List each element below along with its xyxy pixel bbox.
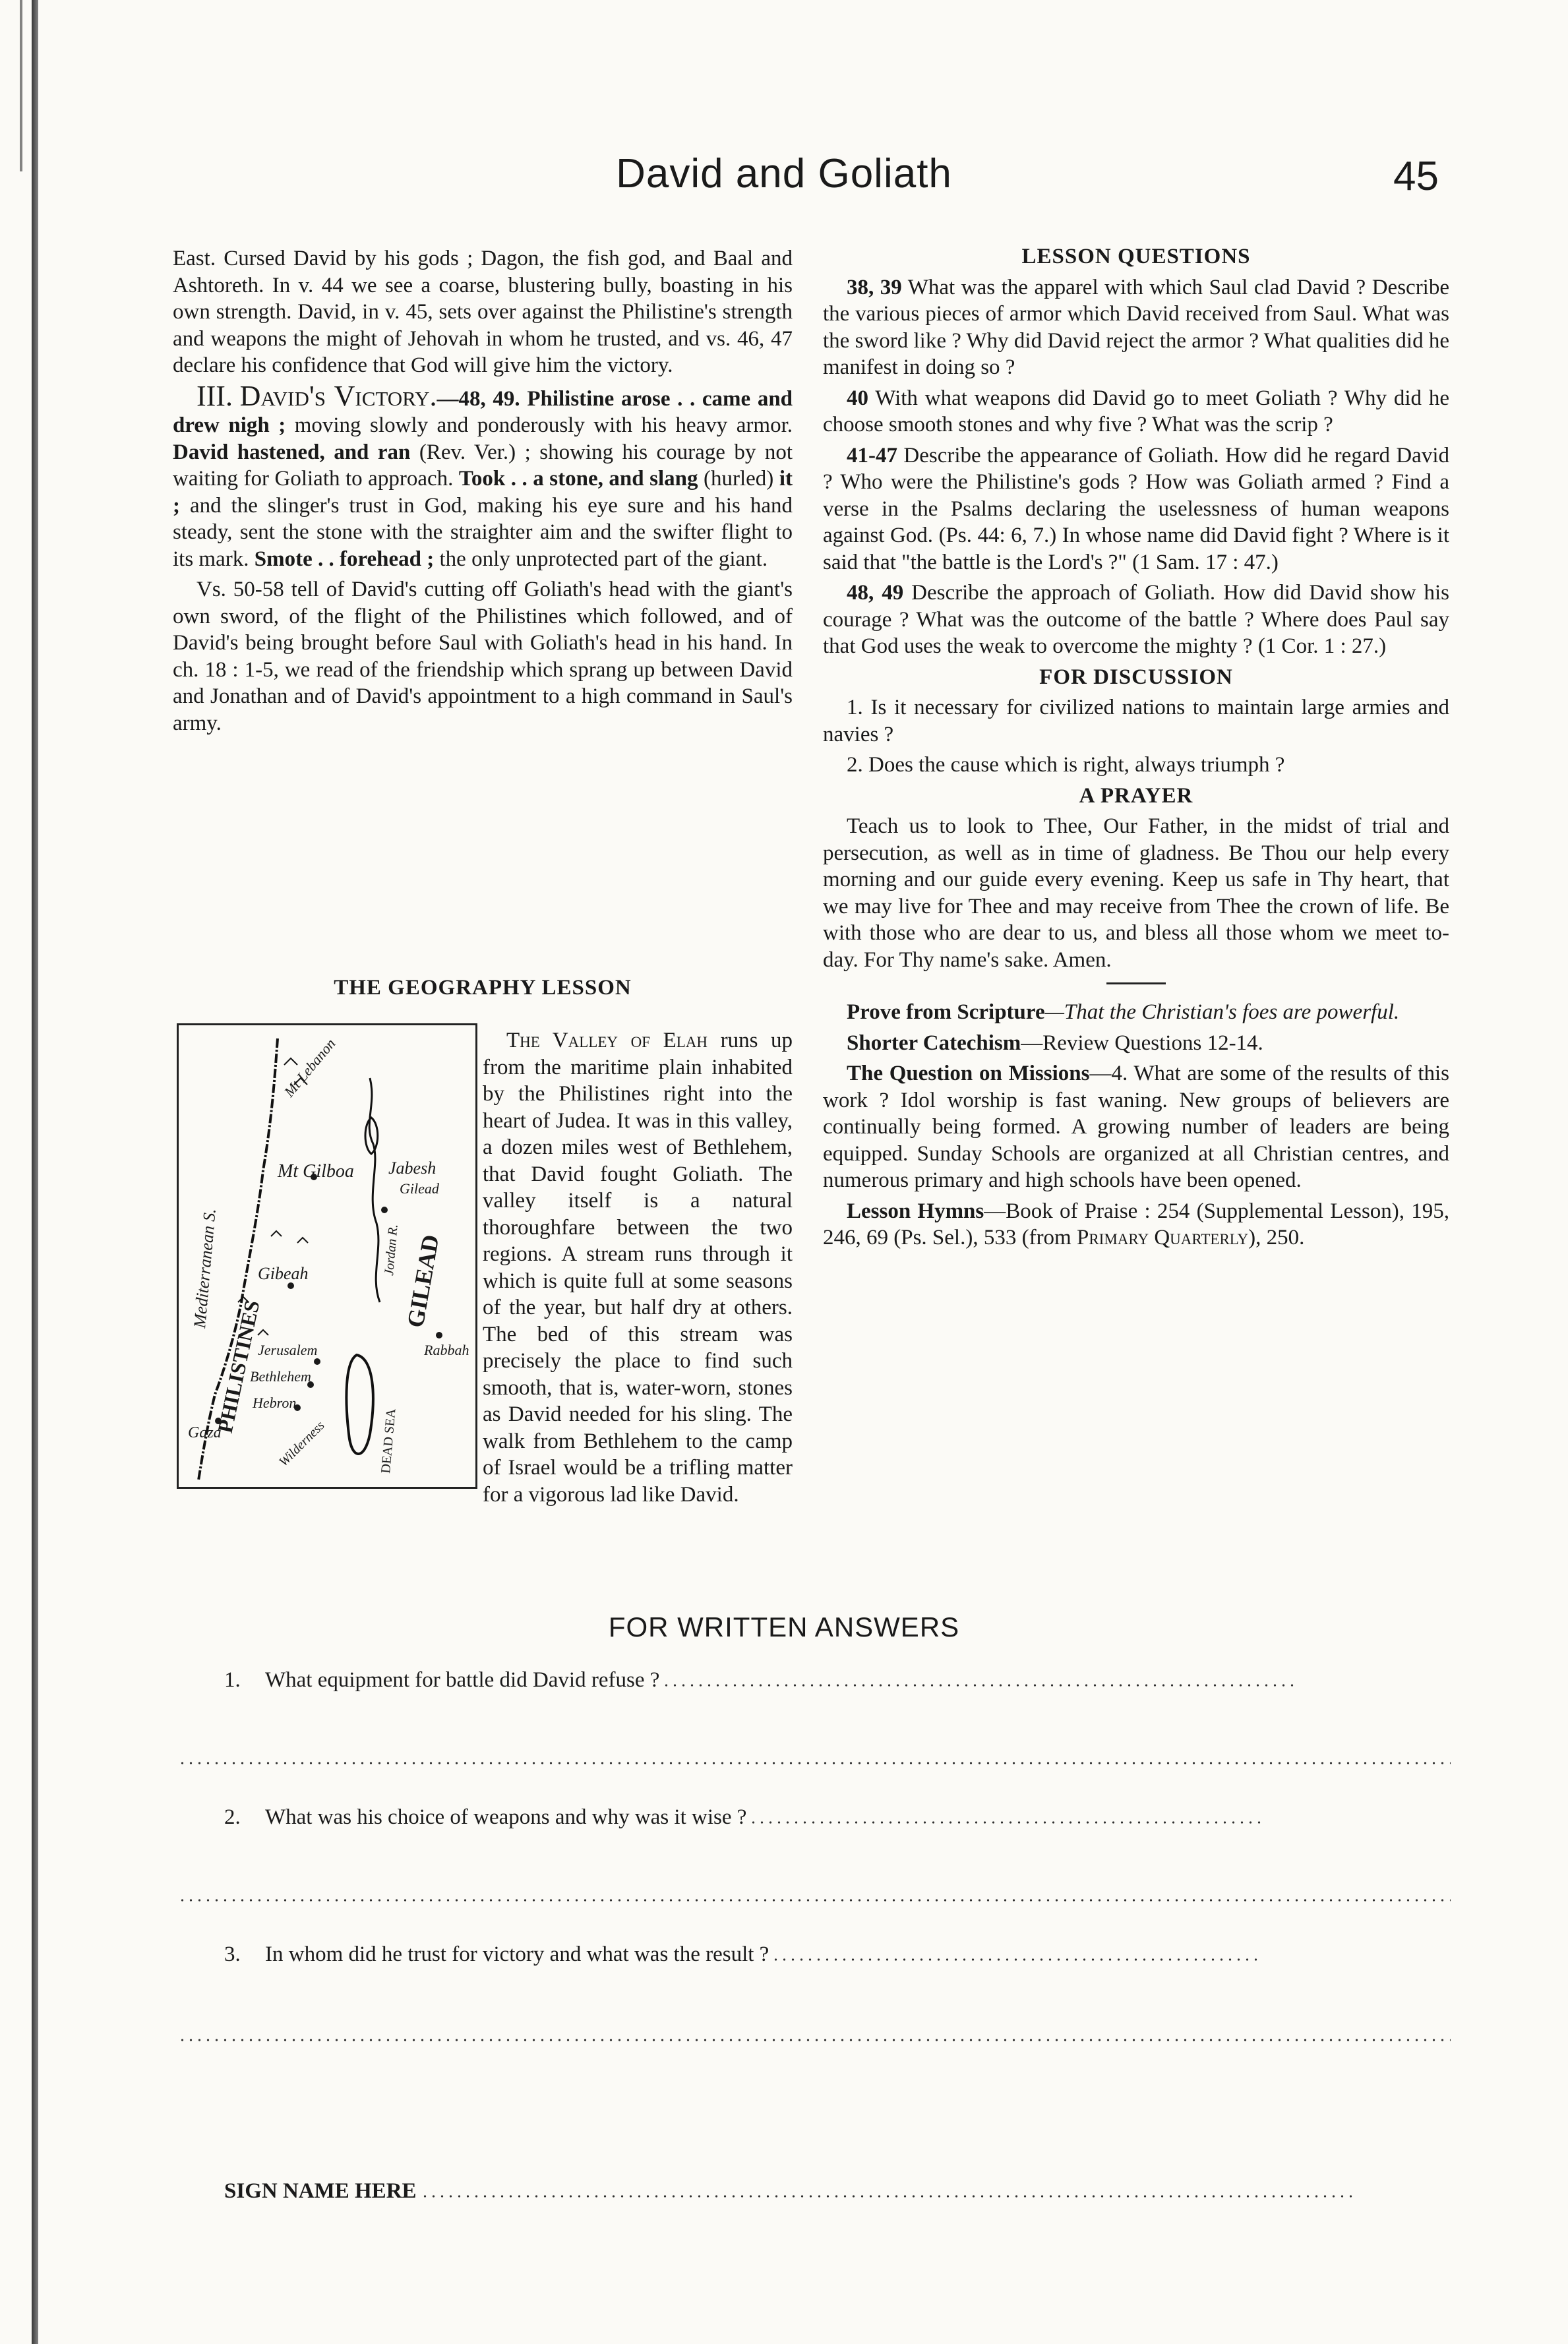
written-question-2: 2. What was his choice of weapons and why was it wise ? — [224, 1805, 1451, 1830]
map-label-mediterranean: Mediterranean S. — [190, 1207, 220, 1329]
map-label-jordan: Jordan R. — [382, 1223, 401, 1277]
map-label-lebanon: Mt Lebanon — [280, 1035, 339, 1100]
lesson-hymns: Lesson Hymns—Book of Praise : 254 (Supplemental Lesson), 195, 246, 69 (Ps. Sel.), 533 (from Primary Quarterly), 250. — [823, 1199, 1449, 1249]
map-label-philistines: PHILISTINES — [212, 1298, 264, 1435]
divider — [1106, 982, 1166, 984]
map-label-jabesh: Jabesh — [388, 1158, 437, 1178]
paragraph-aftermath: Vs. 50-58 tell of David's cutting off Goliath's head with the giant's own sword, of the flight of the Philistines which followed, and of David's being brought before Saul with Goliath's head in his hand. In ch. 18 : 1-5, we read of the friendship which sprang up between David and Jonathan and of David's appointment to a high command in Saul's army. — [173, 578, 793, 735]
signature-line[interactable] — [421, 2195, 1357, 2198]
answer-line[interactable] — [178, 2039, 1451, 2041]
written-answers-heading: FOR WRITTEN ANSWERS — [608, 1611, 960, 1642]
answer-line[interactable] — [662, 1684, 1295, 1687]
discussion-item: 1. Is it necessary for civilized nations to maintain large armies and navies ? — [823, 696, 1449, 746]
palestine-map — [177, 1023, 477, 1489]
lesson-question-item: 38, 39 What was the apparel with which Saul clad David ? Describe the various pieces of armor which David received from Saul. What was the sword like ? Why did David reject the armor ? What qualities did he manifest in doing so ? — [823, 275, 1449, 379]
map-label-dead-sea: DEAD SEA — [378, 1408, 399, 1474]
map-label-rabbah: Rabbah — [424, 1342, 469, 1358]
written-question-3: 3. In whom did he trust for victory and what was the result ? — [224, 1942, 1451, 1967]
binding-edge — [32, 0, 38, 2344]
map-label-gaza: Gaza — [188, 1424, 222, 1441]
map-label-wilderness: Wilderness — [276, 1418, 328, 1470]
answer-line[interactable] — [749, 1821, 1263, 1824]
binding-edge-mark — [20, 0, 22, 171]
answer-line[interactable] — [178, 1899, 1451, 1902]
map-label-gilead: GILEAD — [402, 1232, 444, 1330]
page-number: 45 — [1393, 154, 1439, 199]
shorter-catechism: Shorter Catechism—Review Questions 12-14. — [847, 1031, 1263, 1055]
map-label-hebron: Hebron — [253, 1395, 297, 1411]
map-label-bethlehem: Bethlehem — [250, 1368, 311, 1385]
question-on-missions: The Question on Missions—4. What are some of the results of this work ? Idol worship is fast waning. New groups of believers are continually being formed. A growing number of leaders are being equipped. Sunday Schools are organized at all Christian centres, and numerous primary and high schools have been opened. — [823, 1062, 1449, 1192]
left-column — [173, 245, 793, 740]
page-title: David and Goliath — [616, 151, 952, 196]
lesson-questions-heading: LESSON QUESTIONS — [1021, 245, 1251, 268]
geography-text: The Valley of Elah runs up from the maritime plain inhabited by the Philistines right into the heart of Judea. It was in this valley, a dozen miles west of Bethlehem, that David fought Goliath. The valley itself is a natural thoroughfare between the two regions. A stream runs through it which is quite full at some seasons of the year, but half dry at others. The bed of this stream was precisely the place to find such smooth, that is, water-worn, stones as David needed for his sling. The walk from Bethlehem to the camp of Israel would be a trifling matter for a vigorous lad like David. — [483, 1029, 793, 1507]
map-label-gilead-town: Gilead — [400, 1180, 439, 1197]
answer-line[interactable] — [771, 1958, 1259, 1961]
prove-from-scripture: Prove from Scripture—That the Christian's foes are powerful. — [847, 1000, 1400, 1024]
map-label-gibeah: Gibeah — [258, 1264, 309, 1283]
written-question-1: 1. What equipment for battle did David refuse ? — [224, 1668, 1451, 1693]
geography-heading: THE GEOGRAPHY LESSON — [334, 976, 632, 1000]
lesson-question-item: 41-47 Describe the appearance of Goliath. How did he regard David ? Who were the Philistine's gods ? How was Goliath armed ? Find a verse in the Psalms declaring the uselessness of human weapons against God. (Ps. 44: 6, 7.) In whose name did David fight ? Where is it said that "the battle is the Lord's ?" (1 Sam. 17 : 47.) — [823, 443, 1449, 574]
paragraph-curses: East. Cursed David by his gods ; Dagon, the fish god, and Baal and Ashtoreth. In v. 44 we see a coarse, blustering bully, boasting in his own strength. David, in v. 45, sets over against the Philistine's strength and weapons the might of Jehovah in whom he trusted, and vs. 46, 47 declare his confidence that God will give him the victory. — [173, 247, 793, 377]
lesson-question-item: 48, 49 Describe the approach of Goliath. How did David show his courage ? What was the outcome of the battle ? Where does Paul say that God uses the weak to overcome the mighty ? (1 Cor. 1 : 27.) — [823, 581, 1450, 658]
map-label-gilboa: Mt Gilboa — [278, 1161, 354, 1182]
sign-name-row: SIGN NAME HERE — [224, 2179, 1357, 2204]
prayer-heading: A PRAYER — [1079, 783, 1193, 808]
section-davids-victory: III. David's Victory.—48, 49. Philistine arose . . came and drew nigh ; moving slowly and ponderously with his heavy armor. David hastened, and ran (Rev. Ver.) ; showing his courage by not waiting for Goliath to approach. Took . . a stone, and slang (hurled) it ; and the slinger's trust in God, making his eye sure and his hand steady, sent the stone with the straighter aim and the swifter flight to its mark. Smote . . forehead ; the only unprotected part of the giant. — [173, 379, 793, 571]
answer-line[interactable] — [178, 1762, 1451, 1764]
discussion-heading: FOR DISCUSSION — [1039, 665, 1233, 689]
prayer-text: Teach us to look to Thee, Our Father, in the midst of trial and persecution, as well as in time of gladness. Be Thou our help every morning and our guide every evening. Keep us safe in Thy heart, that we may live for Thee and may receive from Thee the crown of life. Be with those who are dear to us, and bless all those whom we meet to-day. For Thy name's sake. Amen. — [823, 814, 1449, 972]
map-label-jerusalem: Jerusalem — [258, 1342, 318, 1358]
lesson-question-item: 40 With what weapons did David go to meet Goliath ? Why did he choose smooth stones and why five ? What was the scrip ? — [823, 386, 1449, 436]
discussion-item: 2. Does the cause which is right, always triumph ? — [847, 753, 1285, 777]
right-column — [823, 241, 1449, 1255]
